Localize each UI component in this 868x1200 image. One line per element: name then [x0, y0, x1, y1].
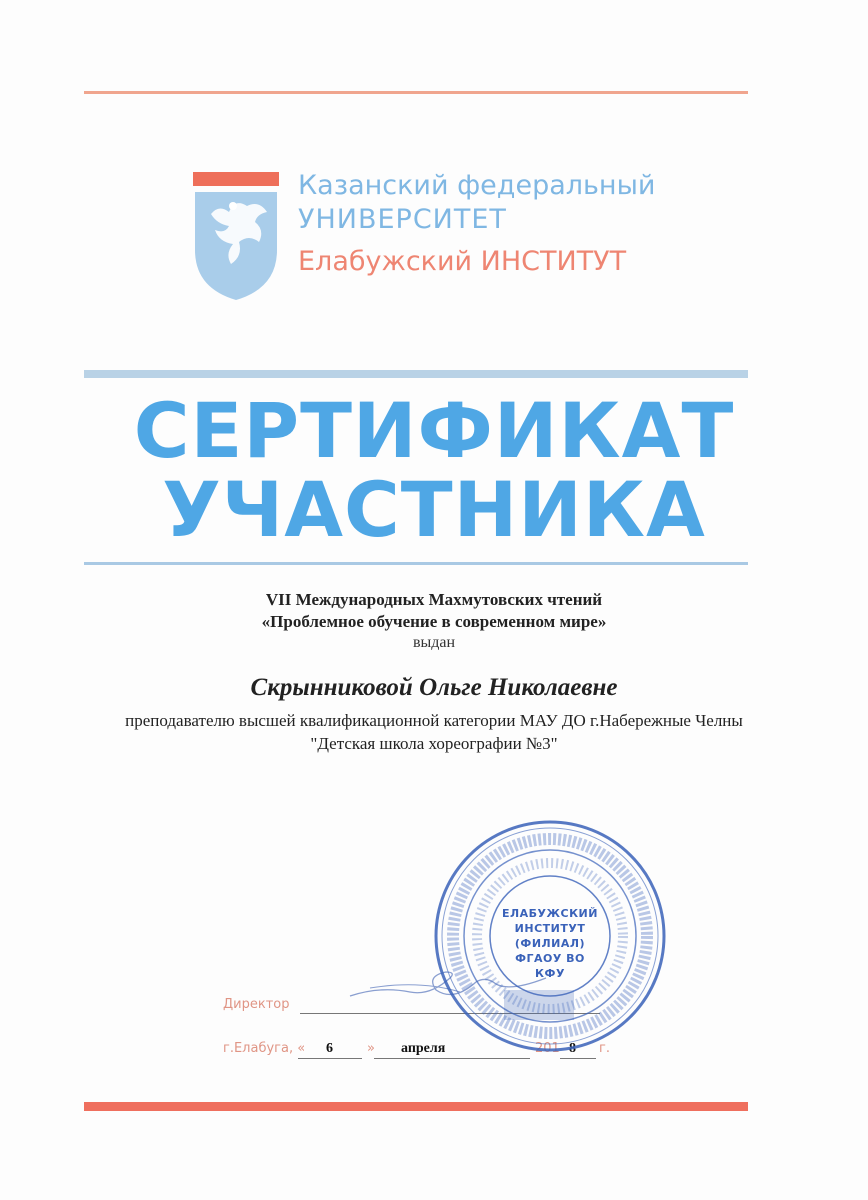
top-divider: [84, 91, 748, 94]
seal-text-line4: ФГАОУ ВО: [515, 952, 585, 965]
recipient-position-line2: "Детская школа хореографии №3": [310, 734, 558, 753]
date-year-value: 8: [569, 1041, 576, 1056]
seal-text-line1: ЕЛАБУЖСКИЙ: [502, 907, 598, 920]
institute-name: Елабужский ИНСТИТУТ: [298, 246, 627, 277]
seal-text: [432, 906, 668, 981]
seal-text-line5: КФУ: [535, 967, 565, 980]
bottom-divider: [84, 1102, 748, 1111]
university-name-line2: УНИВЕРСИТЕТ: [298, 204, 507, 235]
recipient-name: Скрынниковой Ольге Николаевне: [250, 674, 618, 701]
date-day: 6: [326, 1041, 333, 1056]
day-underline: [298, 1058, 362, 1059]
issued-label: выдан: [412, 634, 456, 651]
date-quote-close: »: [367, 1041, 375, 1056]
title-bottom-divider: [84, 562, 748, 565]
university-logo: [193, 172, 279, 302]
month-underline: [374, 1058, 530, 1059]
date-month: апреля: [401, 1041, 446, 1056]
university-name-line1: Казанский федеральный: [298, 170, 656, 201]
director-label: Директор: [223, 997, 290, 1012]
recipient-position-line1: преподавателю высшей квалификационной категории МАУ ДО г.Набережные Челны: [125, 711, 743, 730]
certificate-title-line2: УЧАСТНИКА: [162, 465, 706, 554]
event-name-line2: «Проблемное обучение в современном мире»: [261, 612, 607, 631]
year-underline: [560, 1058, 596, 1059]
certificate-title-line1: СЕРТИФИКАТ: [133, 386, 735, 475]
seal-text-line2: ИНСТИТУТ: [514, 922, 586, 935]
date-year-prefix: 201: [535, 1041, 560, 1056]
title-top-divider: [84, 370, 748, 378]
city-label: г.Елабуга, «: [223, 1041, 306, 1056]
date-year-suffix: г.: [599, 1041, 610, 1056]
event-name-line1: VII Международных Махмутовских чтений: [265, 590, 603, 609]
seal-text-line3: (ФИЛИАЛ): [514, 937, 586, 950]
